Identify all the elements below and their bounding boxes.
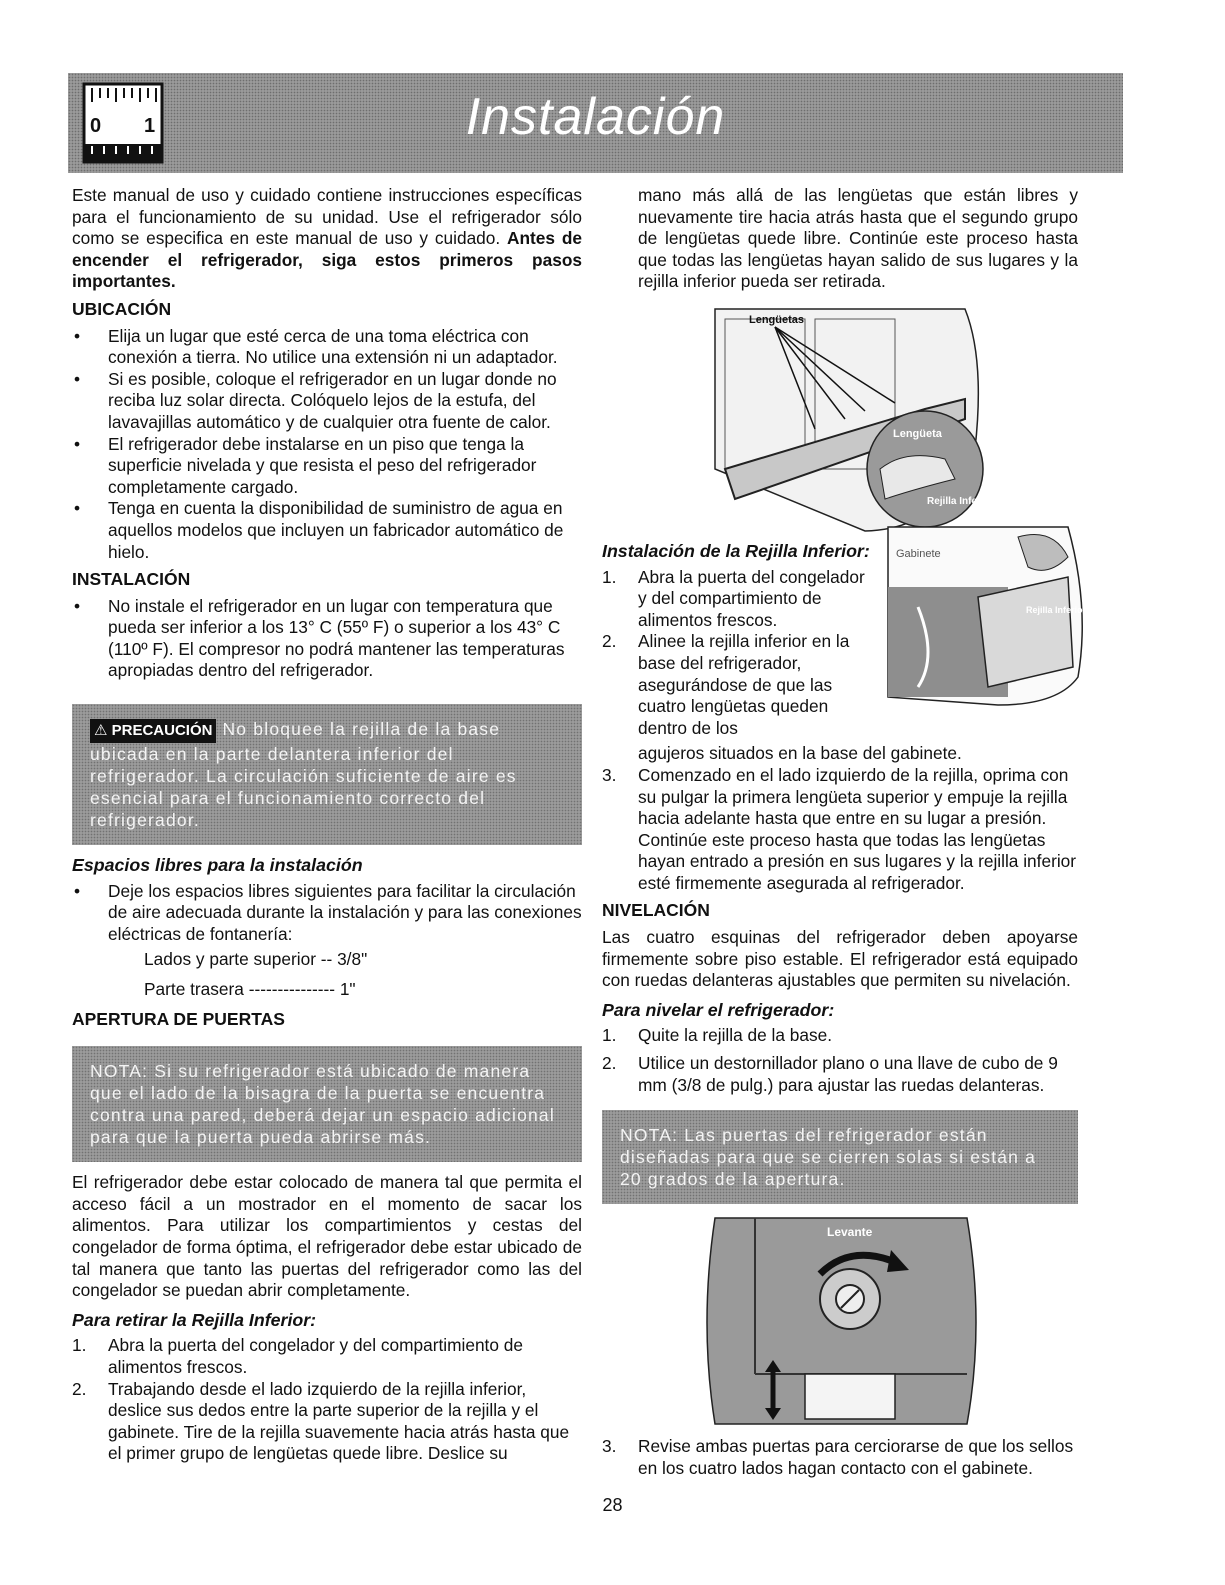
- intro-text: Este manual de uso y cuidado contiene instrucciones específicas para el funcionamiento de su unidad. Use el refrigerador sólo como se especifica en este manual de uso y cuidado.: [72, 185, 582, 249]
- nivelacion-paragraph: Las cuatro esquinas del refrigerador deben apoyarse firmemente sobre piso estable. El refrigerador está equipado con ruedas delanteras ajustables que permiten su nivelación.: [602, 927, 1078, 991]
- continue-paragraph: mano más allá de las lengüetas que están libres y nuevamente tire hacia atrás hasta que el segundo grupo de lengüetas quede libre. Continúe este proceso hasta que todas las lengüetas hayan salido de sus lugares y la rejilla inferior pueda ser retirada.: [638, 185, 1078, 292]
- step-text: Utilice un destornillador plano o una llave de cubo de 9 mm (3/8 de pulg.) para ajustar las ruedas delanteras.: [638, 1053, 1058, 1095]
- step-number: 2.: [602, 631, 617, 652]
- nivelar-steps-cont: [602, 1436, 1078, 1479]
- note-box-doors: NOTA: Las puertas del refrigerador están diseñadas para que se cierren solas si están a 20 grados de la apertura.: [602, 1110, 1078, 1204]
- intro-paragraph: [72, 185, 582, 293]
- step-item: [602, 1025, 1078, 1047]
- right-column: [602, 185, 1087, 1483]
- step-number: 3.: [602, 1436, 617, 1457]
- clearance-sides: Lados y parte superior -- 3/8": [144, 949, 368, 970]
- heading-apertura: APERTURA DE PUERTAS: [72, 1008, 285, 1029]
- list-item: • Elija un lugar que esté cerca de una toma eléctrica con conexión a tierra. No utilice una extensión ni un adaptador.: [72, 326, 582, 369]
- espacios-list: [72, 881, 582, 946]
- retirar-steps: [72, 1335, 582, 1465]
- nivelar-steps: [602, 1025, 1078, 1096]
- caution-badge: [90, 719, 216, 743]
- step-text: Quite la rejilla de la base.: [638, 1025, 833, 1046]
- ruler-label-0: 0: [90, 115, 102, 137]
- step-item: [72, 1379, 582, 1465]
- step-text: Revise ambas puertas para cerciorarse de que los sellos en los cuatro lados hagan contacto con el gabinete.: [638, 1436, 1074, 1478]
- step-number: 2.: [72, 1378, 87, 1399]
- list-item: • Tenga en cuenta la disponibilidad de suministro de agua en aquellos modelos que incluyen un fabricador automático de hielo.: [72, 498, 582, 563]
- fig2-cabinet-label: Gabinete: [896, 547, 941, 560]
- step-text: Comenzado en el lado izquierdo de la rejilla, oprima con su pulgar la primera lengüeta superior y empuje la rejilla hacia adelante hasta que entre en su lugar a presión. Continúe este proceso hasta que todas las lengüetas hayan entrado a presión en sus lugares y la rejilla inferior esté firmemente asegurada al refrigerador.: [638, 764, 1077, 893]
- heading-nivelar: Para nivelar el refrigerador:: [602, 999, 835, 1020]
- step-item: [602, 1053, 1078, 1096]
- step-item: [602, 1436, 1078, 1479]
- install-step2-continuation: agujeros situados en la base del gabinete.: [638, 743, 962, 764]
- grille-install-illustration: [878, 517, 1090, 705]
- heading-nivelacion: NIVELACIÓN: [602, 900, 710, 921]
- page-title: Instalación: [465, 88, 726, 146]
- step-item: [602, 567, 872, 632]
- step-text: Abra la puerta del congelador y del compartimiento de alimentos frescos.: [108, 1335, 523, 1377]
- note-box-hinge: NOTA: Si su refrigerador está ubicado de manera que el lado de la bisagra de la puerta se encuentra contra una pared, deberá dejar un espacio adicional para que la puerta pueda abrirse más.: [72, 1046, 582, 1162]
- install-steps-cont: [602, 765, 1078, 895]
- ubicacion-list: [72, 326, 582, 564]
- step-number: 2.: [602, 1053, 617, 1074]
- grille-removal-illustration: [695, 299, 994, 535]
- list-item: • Deje los espacios libres siguientes para facilitar la circulación de aire adecuada durante la instalación y para las conexiones eléctricas de fontanería:: [72, 881, 582, 946]
- apertura-paragraph: El refrigerador debe estar colocado de manera tal que permita el acceso fácil a un mostrador en el momento de sacar los alimentos. Para utilizar los compartimientos y cestas del congelador de forma óptima, el refrigerador debe estar ubicado de tal manera que tanto las puertas del refrigerador como las del congelador se puedan abrir completamente.: [72, 1172, 582, 1301]
- fig1-tab-label: Lengüeta: [893, 427, 942, 440]
- heading-instalacion-rejilla: Instalación de la Rejilla Inferior:: [602, 540, 870, 561]
- step-text: Abra la puerta del congelador y del compartimiento de alimentos frescos.: [638, 566, 865, 630]
- install-steps: [602, 567, 872, 740]
- install-grille-section: [602, 540, 1087, 895]
- step-item: [602, 765, 1078, 895]
- step-item: [602, 631, 872, 739]
- leveling-wheel-illustration: [695, 1214, 985, 1430]
- fig1-tabs-label: Lengüetas: [749, 313, 805, 326]
- ruler-label-1: 1: [144, 115, 156, 137]
- warning-icon: ⚠: [94, 722, 108, 740]
- section-header-bar: [68, 73, 1123, 173]
- page-number: 28: [602, 1495, 623, 1515]
- step-text: Trabajando desde el lado izquierdo de la rejilla inferior, deslice sus dedos entre la parte superior de la rejilla y el gabinete. Tire de la rejilla suavemente hacia atrás hasta que el primer grupo de lengüetas quede libre. Deslice su: [108, 1378, 570, 1464]
- heading-instalacion: INSTALACIÓN: [72, 569, 191, 590]
- list-item: • El refrigerador debe instalarse en un piso que tenga la superficie nivelada y que resista el peso del refrigerador completamente cargado.: [72, 434, 582, 499]
- fig3-label: Levante: [827, 1225, 873, 1240]
- fig2-grille-label: Rejilla Inferior: [1026, 604, 1087, 615]
- clearance-rear: Parte trasera --------------- 1": [144, 979, 356, 1000]
- heading-retirar: Para retirar la Rejilla Inferior:: [72, 1309, 317, 1330]
- left-column: [72, 185, 582, 1469]
- intro-bold-text: Antes de encender el refrigerador, siga estos primeros pasos importantes.: [72, 228, 582, 292]
- heading-ubicacion: UBICACIÓN: [72, 298, 172, 319]
- list-item: • No instale el refrigerador en un lugar con temperatura que pueda ser inferior a los 13° C (55º F) o superior a los 43° C (110º F). El compresor no podrá mantener las temperaturas apropiadas dentro del refrigerador.: [72, 596, 582, 682]
- step-number: 3.: [602, 764, 617, 785]
- caution-box: [72, 704, 582, 845]
- step-number: 1.: [72, 1335, 87, 1356]
- caution-label: PRECAUCIÓN: [111, 722, 213, 740]
- list-item: • Si es posible, coloque el refrigerador en un lugar donde no reciba luz solar directa. Colóquelo lejos de la estufa, del lavavajillas automático y de cualquier otra fuente de calor.: [72, 369, 582, 434]
- step-text: Alinee la rejilla inferior en la base del refrigerador, asegurándose de que las cuatro lengüetas queden dentro de los: [638, 631, 850, 738]
- step-item: [72, 1335, 582, 1378]
- step-number: 1.: [602, 1025, 617, 1046]
- heading-espacios: Espacios libres para la instalación: [72, 855, 363, 876]
- caution-text: No bloquee la rejilla de la base ubicada en la parte delantera inferior del refrigerador. La circulación suficiente de aire es esencial para el funcionamiento correcto del refrigerador.: [90, 719, 517, 831]
- instalacion-list: [72, 596, 582, 682]
- fig1-grille-label: Rejilla Inferior: [927, 495, 994, 507]
- step-number: 1.: [602, 566, 617, 587]
